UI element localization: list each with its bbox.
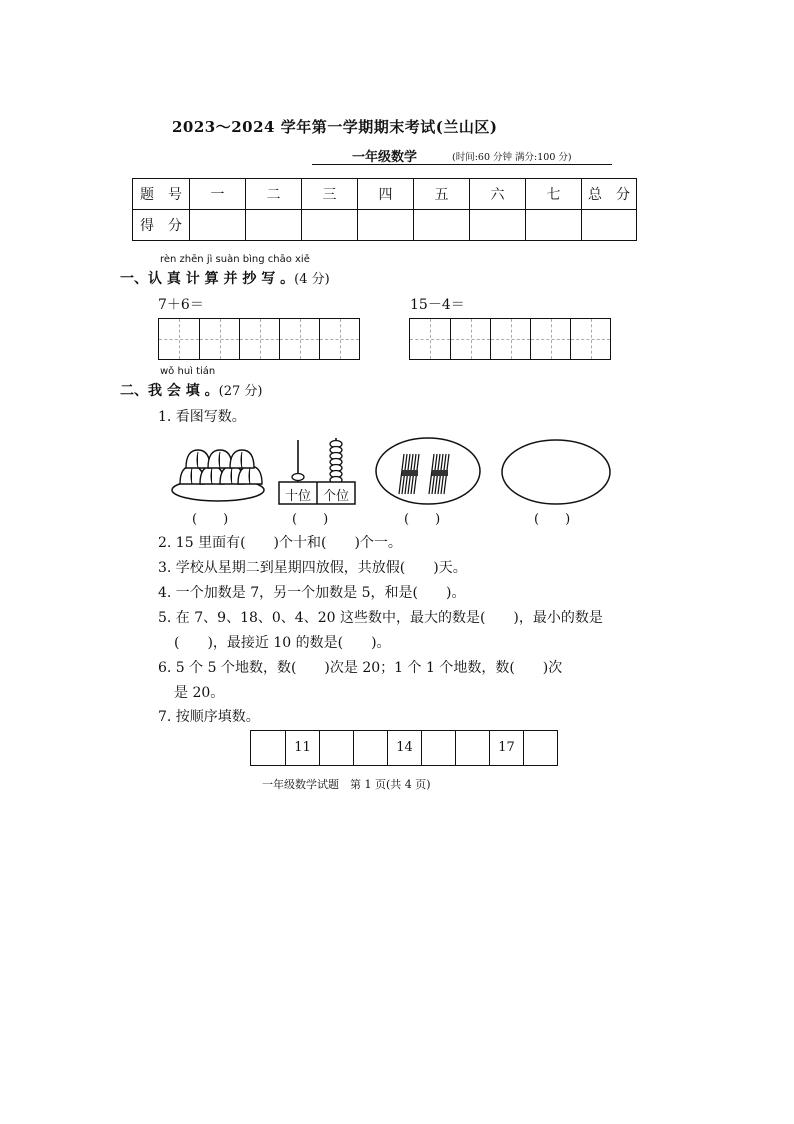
question-2: 2. 15 里面有( )个十和( )个一。 bbox=[158, 535, 402, 551]
answer-blank-1[interactable]: ( ) bbox=[192, 512, 229, 527]
question-5-line-1: 5. 在 7、9、18、0、4、20 这些数中，最大的数是( )，最小的数是 bbox=[158, 610, 603, 626]
writing-cell[interactable] bbox=[490, 319, 530, 359]
abacus-tens-label: 十位 bbox=[284, 489, 311, 504]
score-header-cell: 一 bbox=[190, 179, 246, 210]
writing-cell[interactable] bbox=[199, 319, 239, 359]
score-table bbox=[132, 178, 637, 241]
subject-label: 一年级数学 bbox=[352, 150, 418, 165]
sequence-cell[interactable] bbox=[251, 731, 285, 765]
writing-cell[interactable] bbox=[450, 319, 490, 359]
number-sequence bbox=[250, 730, 558, 766]
writing-cell[interactable] bbox=[570, 319, 610, 359]
writing-cell[interactable] bbox=[319, 319, 359, 359]
peaches-plate-picture bbox=[170, 440, 266, 504]
writing-cell[interactable] bbox=[279, 319, 319, 359]
question-3: 3. 学校从星期二到星期四放假，共放假( )天。 bbox=[158, 560, 467, 576]
score-header-cell: 六 bbox=[470, 179, 526, 210]
section1-title-text: 一、认 真 计 算 并 抄 写 。 bbox=[120, 271, 295, 287]
score-cell[interactable] bbox=[190, 210, 246, 241]
question-7: 7. 按顺序填数。 bbox=[158, 709, 260, 725]
sequence-cell[interactable] bbox=[421, 731, 455, 765]
section1-points: (4 分) bbox=[294, 272, 330, 287]
question-1: 1. 看图写数。 bbox=[158, 409, 246, 425]
score-cell[interactable] bbox=[246, 210, 302, 241]
abacus-ones-label: 个位 bbox=[322, 489, 349, 504]
score-row-label: 得 分 bbox=[133, 210, 190, 241]
score-header-cell: 四 bbox=[358, 179, 414, 210]
question-6-line-1: 6. 5 个 5 个地数，数( )次是 20；1 个 1 个地数，数( )次 bbox=[158, 660, 563, 676]
sequence-cell: 11 bbox=[285, 731, 319, 765]
score-table-score-row bbox=[133, 210, 637, 241]
sequence-cell: 17 bbox=[489, 731, 523, 765]
empty-oval-picture bbox=[500, 438, 612, 506]
score-header-cell: 题 号 bbox=[133, 179, 190, 210]
page-footer: 一年级数学试题 第 1 页(共 4 页) bbox=[262, 778, 431, 791]
answer-blank-3[interactable]: ( ) bbox=[404, 512, 441, 527]
question-5-line-2: ( )，最接近 10 的数是( )。 bbox=[174, 635, 391, 651]
sequence-cell: 14 bbox=[387, 731, 421, 765]
writing-cell[interactable] bbox=[530, 319, 570, 359]
exam-meta: (时间:60 分钟 满分:100 分) bbox=[452, 152, 572, 163]
sequence-cell[interactable] bbox=[353, 731, 387, 765]
score-cell[interactable] bbox=[526, 210, 582, 241]
score-cell[interactable] bbox=[414, 210, 470, 241]
score-cell[interactable] bbox=[302, 210, 358, 241]
score-header-cell: 七 bbox=[526, 179, 582, 210]
score-header-cell: 总 分 bbox=[582, 179, 637, 210]
answer-blank-2[interactable]: ( ) bbox=[292, 512, 329, 527]
equation-1: 7＋6＝ bbox=[158, 297, 204, 313]
answer-blank-4[interactable]: ( ) bbox=[534, 512, 571, 527]
score-cell[interactable] bbox=[358, 210, 414, 241]
section1-pinyin: rèn zhēn jì suàn bìng chāo xiě bbox=[160, 254, 310, 265]
sticks-bundles-picture bbox=[374, 436, 482, 506]
exam-title: 2023～2024 学年第一学期期末考试(兰山区) bbox=[172, 118, 498, 136]
score-header-cell: 五 bbox=[414, 179, 470, 210]
writing-grid-2 bbox=[409, 318, 611, 360]
section2-pinyin: wǒ huì tián bbox=[160, 366, 216, 377]
score-header-cell: 二 bbox=[246, 179, 302, 210]
score-table-header-row bbox=[133, 179, 637, 210]
section2-title-text: 二、我 会 填 。 bbox=[120, 383, 219, 399]
section1-title bbox=[120, 268, 330, 288]
score-cell[interactable] bbox=[470, 210, 526, 241]
header-divider bbox=[312, 164, 612, 165]
question-6-line-2: 是 20。 bbox=[174, 685, 225, 701]
writing-cell[interactable] bbox=[410, 319, 450, 359]
score-cell[interactable] bbox=[582, 210, 637, 241]
section2-title bbox=[120, 380, 262, 400]
writing-grid-1 bbox=[158, 318, 360, 360]
equation-2: 15－4＝ bbox=[410, 297, 465, 313]
question-4: 4. 一个加数是 7，另一个加数是 5，和是( )。 bbox=[158, 585, 466, 601]
sequence-cell[interactable] bbox=[523, 731, 557, 765]
writing-cell[interactable] bbox=[239, 319, 279, 359]
writing-cell[interactable] bbox=[159, 319, 199, 359]
section2-points: (27 分) bbox=[218, 384, 263, 399]
score-header-cell: 三 bbox=[302, 179, 358, 210]
sequence-cell[interactable] bbox=[455, 731, 489, 765]
sequence-cell[interactable] bbox=[319, 731, 353, 765]
